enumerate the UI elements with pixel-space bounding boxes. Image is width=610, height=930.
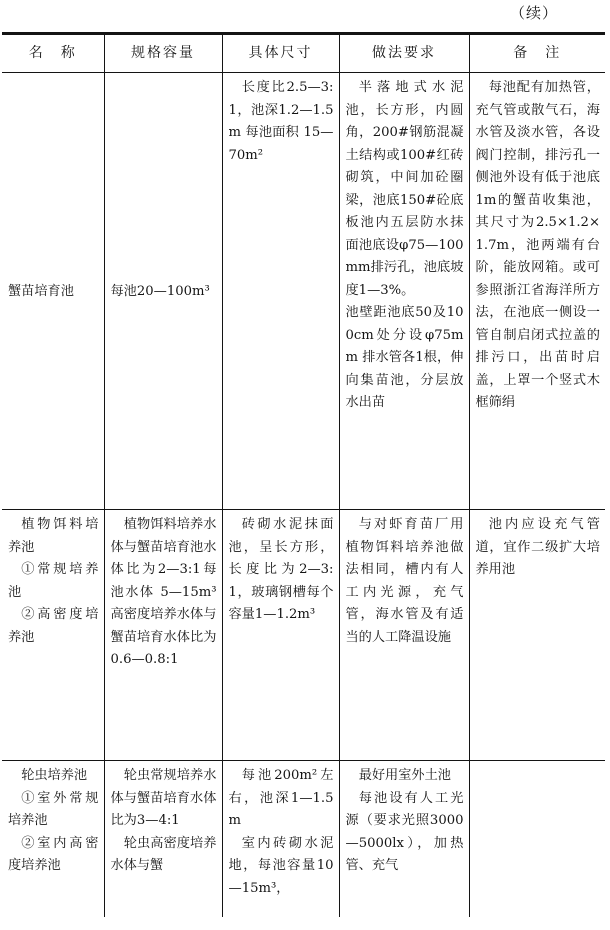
cell-text: 最好用室外土池 [358,768,451,783]
cell-text: ①室外常规培养池 [8,790,99,828]
cell-text: ②高密度培养池 [8,607,99,645]
cell-text: 每池200m²左右，池深1—1.5m [228,768,334,828]
cell-text: 轮虫高密度培养水体与蟹 [110,835,217,873]
cell-note [469,761,605,918]
cell-text: 砖砌水泥抹面池，呈长方形，长度比为2—3:1，玻璃钢槽每个容量1—1.2m³ [228,517,334,622]
cell-note [469,73,605,510]
cell-text: 每池20—100m³ [110,283,210,299]
header-method: 做法要求 [339,34,469,73]
cell-text: 长度比2.5—3:1，池深1.2—1.5m 每池面积 15—70m² [228,80,334,163]
cell-text: ①常规培养池 [8,562,99,600]
cell-text: 蟹苗培育池 [8,283,74,299]
cell-method [339,73,469,510]
cell-method [339,761,469,918]
cell-text: 每池设有人工光源（要求光照3000—5000lx），加热管、充气 [345,790,464,873]
header-size: 具体尺寸 [222,34,339,73]
table-row [2,73,605,510]
cell-size [222,73,339,510]
cell-capacity [104,761,222,918]
cell-size [222,761,339,918]
cell-capacity [104,73,222,510]
cell-name [2,510,104,761]
cell-method [339,510,469,761]
cell-text: 池壁距池底50及100cm处分设φ75mm 排水管各1根，伸向集苗池，分层放水出苗 [345,305,464,410]
cell-text: 轮虫培养池 [21,768,88,783]
cell-note [469,510,605,761]
continued-label: （续） [509,4,558,22]
spec-table [2,32,605,917]
cell-text: 室内砖砌水泥地，每池容量10—15m³， [228,835,334,896]
header-note: 备 注 [469,34,605,73]
cell-text: 池内应设充气管道，宜作二级扩大培养用池 [475,517,600,577]
cell-text: ②室内高密度培养池 [8,835,99,873]
cell-text: 每池配有加热管，充气管或散气石，海水管及淡水管，各设阀门控制，排污孔一侧池外设有低于池底1m的蟹苗收集池，其尺寸为2.5×1.2×1.7m，池两端有台阶，能放网箱。或可参照浙江省海洋所方法，在池底一侧设一管自制启闭式拉盖的排污口，出苗时启盖，上罩一个竖式木框筛绢 [475,80,600,410]
cell-text: 半落地式水泥池，长方形，内圆角，200#钢筋混凝土结构或100#红砖砌筑，中间加砼圈梁，池底150#砼底板池内五层防水抹面池底设φ75—100mm排污孔，池底坡度1—3%。 [345,80,464,298]
cell-text: 轮虫常规培养水体与蟹苗培育水体比为3—4:1 [110,768,217,828]
cell-text: 植物饵料培养池 [8,517,99,555]
header-capacity: 规格容量 [104,34,222,73]
cell-name [2,761,104,918]
header-name: 名 称 [2,34,104,73]
header-row [2,34,605,73]
table-row [2,761,605,918]
cell-name [2,73,104,510]
cell-size [222,510,339,761]
table-row [2,510,605,761]
cell-capacity [104,510,222,761]
cell-text: 植物饵料培养水体与蟹苗培育池水体比为2—3:1每池水体 5—15m³ 高密度培养水体与蟹苗培育水体比为0.6—0.8:1 [110,517,217,667]
cell-text: 与对虾育苗厂用植物饵料培养池做法相同，槽内有人工内光源，充气管，海水管及有适当的人工降温设施 [345,517,464,645]
